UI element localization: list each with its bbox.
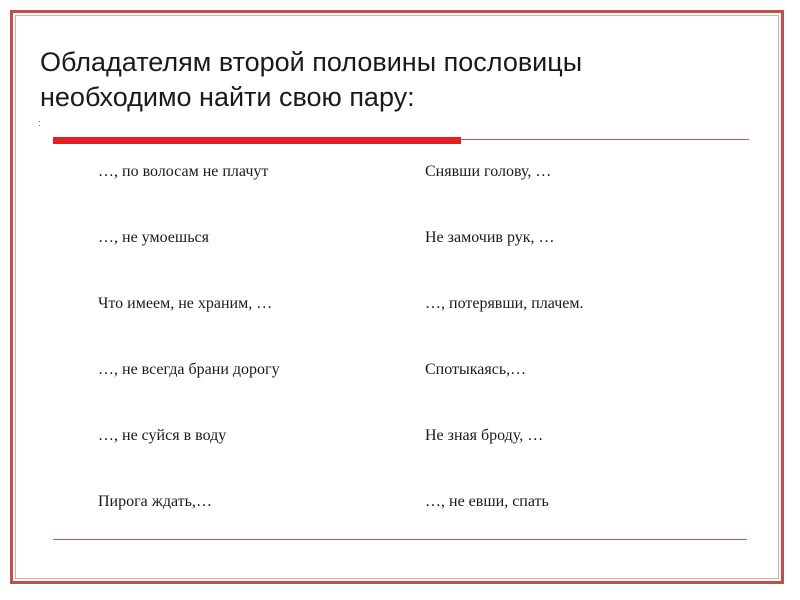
proverb-left-half: …, не всегда брани дорогу — [98, 361, 280, 378]
proverb-left-half: …, не умоешься — [98, 229, 209, 246]
proverb-pair-row — [98, 358, 738, 424]
accent-bar — [53, 137, 461, 144]
accent-rule — [461, 139, 749, 140]
proverb-pair-row — [98, 160, 738, 226]
bottom-rule — [53, 539, 747, 540]
proverb-right-half: Не замочив рук, … — [425, 229, 555, 246]
proverb-right-half: …, потерявши, плачем. — [425, 295, 584, 312]
proverb-pair-row — [98, 292, 738, 358]
proverb-left-half: …, по волосам не плачут — [98, 163, 269, 180]
proverb-pairs-list — [98, 160, 738, 556]
proverb-left-half: …, не суйся в воду — [98, 427, 227, 444]
title-line-2: необходимо найти свою пару: — [40, 82, 415, 112]
proverb-right-half: Не зная броду, … — [425, 427, 544, 444]
proverb-right-half: Спотыкаясь,… — [425, 361, 527, 378]
slide-title — [40, 45, 740, 115]
title-note: : — [38, 118, 41, 128]
proverb-left-half: Пирога ждать,… — [98, 493, 212, 510]
proverb-pair-row — [98, 226, 738, 292]
title-line-1: Обладателям второй половины пословицы — [40, 47, 583, 77]
proverb-right-half: …, не евши, спать — [425, 493, 549, 510]
proverb-pair-row — [98, 424, 738, 490]
proverb-left-half: Что имеем, не храним, … — [98, 295, 273, 312]
proverb-pair-row — [98, 490, 738, 556]
proverb-right-half: Снявши голову, … — [425, 163, 552, 180]
